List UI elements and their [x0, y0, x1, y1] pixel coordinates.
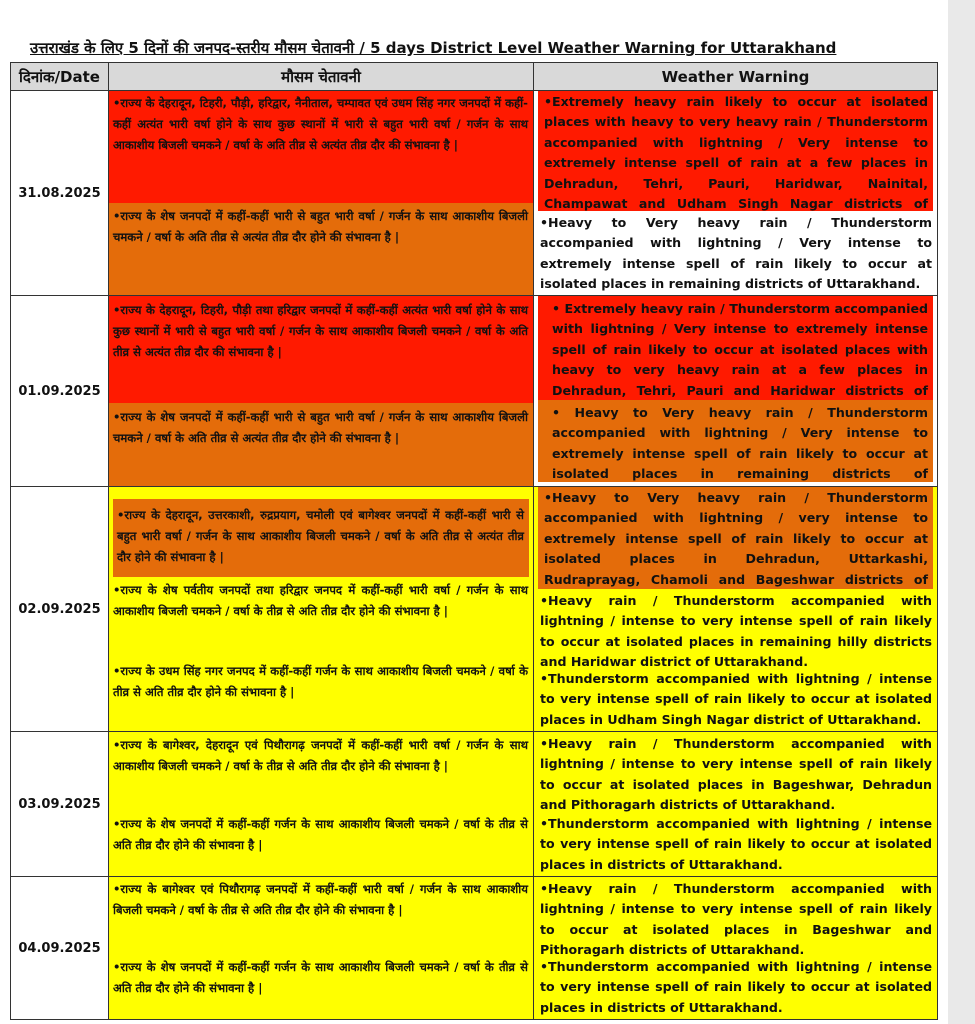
warning-block-yellow: •राज्य के बागेश्वर, देहरादून एवं पिथौरागढ़ जनपदों में कहीं-कहीं भारी वर्षा / गर्जन के साथ आकाशीय बिजली चमकने / वर्षा के तीव्र से अति तीव्र दौर होने की संभावना है | [109, 732, 533, 814]
warning-block-yellow: •राज्य के उधम सिंह नगर जनपद में कहीं-कहीं गर्जन के साथ आकाशीय बिजली चमकने / वर्षा के तीव्र से अति तीव्र दौर होने की संभावना है | [109, 661, 533, 727]
scroll-gutter [948, 0, 975, 1024]
warning-block-yellow: •राज्य के बागेश्वर एवं पिथौरागढ़ जनपदों में कहीं-कहीं भारी वर्षा / गर्जन के साथ आकाशीय बिजली चमकने / वर्षा के तीव्र से अति तीव्र दौर होने की संभावना है | [109, 877, 533, 957]
english-warning-cell [534, 296, 938, 487]
header-hindi-warning: मौसम चेतावनी [109, 63, 534, 91]
page-title: उत्तराखंड के लिए 5 दिनों की जनपद-स्तरीय मौसम चेतावनी / 5 days District Level Weather Warning for Uttarakhand [30, 39, 837, 57]
warning-block-red: •राज्य के देहरादून, टिहरी, पौड़ी, हरिद्वार, नैनीताल, चम्पावत एवं उधम सिंह नगर जनपदों में कहीं-कहीं अत्यंत भारी वर्षा होने के साथ कुछ स्थानों में भारी से बहुत भारी वर्षा / गर्जन के साथ आकाशीय बिजली चमकने / वर्षा के अति तीव्र से अत्यंत तीव्र दौर की संभावना है | [109, 91, 533, 203]
hindi-warning-cell [109, 91, 534, 296]
table-header-row [11, 63, 938, 91]
warning-block-yellow: •Thunderstorm accompanied with lightning / intense to very intense spell of rain likely to occur at isolated places in districts of Uttarakhand. [534, 814, 937, 876]
hindi-warning-cell [109, 487, 534, 732]
table-row [11, 732, 938, 877]
english-warning-cell [534, 91, 938, 296]
header-english-warning: Weather Warning [534, 63, 938, 91]
hindi-warning-cell [109, 296, 534, 487]
warning-block-red: •राज्य के देहरादून, टिहरी, पौड़ी तथा हरिद्वार जनपदों में कहीं-कहीं अत्यंत भारी वर्षा होने के साथ कुछ स्थानों में भारी से बहुत भारी वर्षा / गर्जन के साथ आकाशीय बिजली चमकने / वर्षा के अति तीव्र से अत्यंत तीव्र दौर की संभावना है | [109, 296, 533, 403]
header-date: दिनांक/Date [11, 63, 109, 91]
warning-block-orange: • Heavy to Very heavy rain / Thunderstorm accompanied with lightning / Very intense to extremely intense spell of rain likely to occur at isolated places in remaining districts of [538, 400, 933, 482]
warning-block-red: •Extremely heavy rain likely to occur at isolated places with heavy to very heavy rain / Thunderstorm accompanied with lightning / Very intense to extremely intense spell of rain at a few places in Dehradun, Tehri, Pauri, Haridwar, Nainital, Champawat and Udham Singh Nagar districts of [538, 91, 933, 211]
warning-block-orange: •राज्य के शेष जनपदों में कहीं-कहीं भारी से बहुत भारी वर्षा / गर्जन के साथ आकाशीय बिजली चमकने / वर्षा के अति तीव्र से अत्यंत तीव्र दौर होने की संभावना है | [109, 403, 533, 486]
english-warning-cell [534, 732, 938, 877]
table-row [11, 296, 938, 487]
warning-block-yellow: •राज्य के शेष जनपदों में कहीं-कहीं गर्जन के साथ आकाशीय बिजली चमकने / वर्षा के तीव्र से अति तीव्र दौर होने की संभावना है | [109, 814, 533, 876]
warning-table [10, 62, 938, 1020]
date-cell: 04.09.2025 [11, 877, 109, 1020]
english-warning-cell [534, 877, 938, 1020]
hindi-warning-cell [109, 877, 534, 1020]
table-row [11, 877, 938, 1020]
warning-block-yellow: •Heavy rain / Thunderstorm accompanied with lightning / intense to very intense spell of rain likely to occur at isolated places in Bageshwar and Pithoragarh districts of Uttarakhand. [534, 877, 937, 957]
table-row [11, 91, 938, 296]
warning-block-plain: •Heavy to Very heavy rain / Thunderstorm accompanied with lightning / Very intense to extremely intense spell of rain likely to occur at isolated places in remaining districts of Uttarakhand. [540, 215, 932, 292]
date-cell: 01.09.2025 [11, 296, 109, 487]
warning-block-yellow: •Heavy rain / Thunderstorm accompanied with lightning / intense to very intense spell of rain likely to occur at isolated places in Bageshwar, Dehradun and Pithoragarh districts of Uttarakhand. [534, 732, 937, 814]
warning-block-yellow: •राज्य के शेष जनपदों में कहीं-कहीं गर्जन के साथ आकाशीय बिजली चमकने / वर्षा के तीव्र से अति तीव्र दौर होने की संभावना है | [109, 957, 533, 1019]
date-cell: 02.09.2025 [11, 487, 109, 732]
warning-block-yellow: •Thunderstorm accompanied with lightning / intense to very intense spell of rain likely to occur at isolated places in Udham Singh Nagar district of Uttarakhand. [534, 669, 937, 731]
english-warning-cell [534, 487, 938, 732]
warning-block-orange: •राज्य के देहरादून, उत्तरकाशी, रुद्रप्रयाग, चमोली एवं बागेश्वर जनपदों में कहीं-कहीं भारी से बहुत भारी वर्षा / गर्जन के साथ आकाशीय बिजली चमकने / वर्षा के अति तीव्र से अत्यंत तीव्र दौर होने की संभावना है | [113, 499, 529, 577]
warning-block-yellow: •Heavy rain / Thunderstorm accompanied with lightning / intense to very intense spell of rain likely to occur at isolated places in remaining hilly districts and Haridwar district of Uttarakhand. [534, 589, 937, 669]
warning-block-red: • Extremely heavy rain / Thunderstorm accompanied with lightning / Very intense to extremely intense spell of rain likely to occur at isolated places with heavy to very heavy rain at a few places in Dehradun, Tehri, Pauri and Haridwar districts of [538, 296, 933, 400]
warning-block-yellow: •Thunderstorm accompanied with lightning / intense to very intense spell of rain likely to occur at isolated places in districts of Uttarakhand. [534, 957, 937, 1019]
hindi-warning-cell [109, 732, 534, 877]
warning-block-orange: •Heavy to Very heavy rain / Thunderstorm accompanied with lightning / very intense to extremely intense spell of rain likely to occur at isolated places in Dehradun, Uttarkashi, Rudraprayag, Chamoli and Bageshwar districts of [538, 487, 933, 589]
warning-block-orange: •राज्य के शेष जनपदों में कहीं-कहीं भारी से बहुत भारी वर्षा / गर्जन के साथ आकाशीय बिजली चमकने / वर्षा के अति तीव्र से अत्यंत तीव्र दौर होने की संभावना है | [109, 203, 533, 295]
date-cell: 31.08.2025 [11, 91, 109, 296]
table-row [11, 487, 938, 732]
warning-block-yellow: •राज्य के शेष पर्वतीय जनपदों तथा हरिद्वार जनपद में कहीं-कहीं भारी वर्षा / गर्जन के साथ आकाशीय बिजली चमकने / वर्षा के तीव्र से अति तीव्र दौर होने की संभावना है | [109, 577, 533, 661]
date-cell: 03.09.2025 [11, 732, 109, 877]
